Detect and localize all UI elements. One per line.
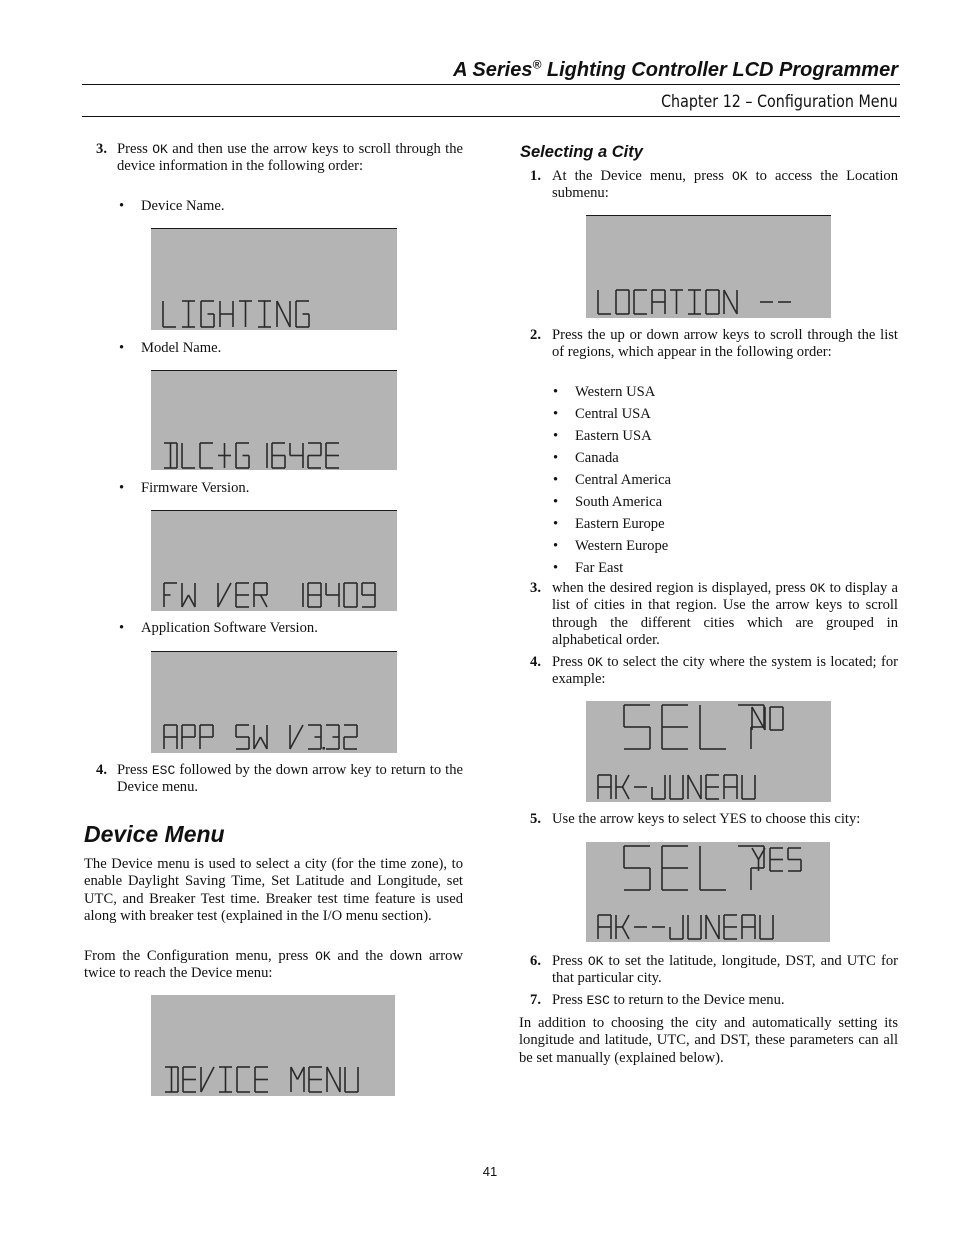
lcd-glyph bbox=[236, 725, 249, 749]
lcd-glyph bbox=[652, 290, 665, 314]
city-step-4-text: Press OK to select the city where the system is located; for example: bbox=[552, 654, 898, 688]
header-rule-top bbox=[82, 84, 900, 85]
lcd-glyph bbox=[344, 583, 357, 607]
lcd-glyph bbox=[700, 846, 726, 890]
lcd-glyph bbox=[272, 443, 285, 468]
lcd-glyph bbox=[688, 290, 701, 314]
lcd-glyph bbox=[760, 915, 773, 939]
step-3-text: Press OK and then use the arrow keys to scroll through the device information in the following order: bbox=[117, 141, 464, 175]
city-closing-paragraph: In addition to choosing the city and automatically setting its longitude and latitude, UTC, and DST, these parameters can all be set manually (explained below). bbox=[519, 1015, 898, 1066]
city-step-1-text: At the Device menu, press OK to access the Location submenu: bbox=[552, 168, 898, 202]
lcd-glyph bbox=[326, 725, 339, 749]
lcd-glyph bbox=[634, 290, 647, 314]
lcd-glyph bbox=[688, 915, 701, 939]
lcd-glyph bbox=[163, 301, 176, 327]
lcd-glyph bbox=[326, 583, 339, 607]
bullet-device-name: • Device Name. bbox=[119, 198, 225, 214]
lcd-glyph bbox=[670, 775, 683, 799]
bullet-model-name: • Model Name. bbox=[119, 340, 222, 356]
lcd-glyph bbox=[254, 725, 267, 749]
city-step-3-text: when the desired region is displayed, press OK to display a list of cities in that region. Use the arrow keys to scroll through the different cities which are grouped in alphabetical order. bbox=[552, 580, 898, 649]
lcd-glyph bbox=[326, 443, 339, 468]
lcd-glyph bbox=[164, 443, 177, 468]
step-number: 1. bbox=[530, 168, 541, 184]
lcd-model-name bbox=[151, 370, 397, 470]
subsection-title-selecting-a-city: Selecting a City bbox=[520, 143, 643, 161]
lcd-glyph bbox=[706, 915, 719, 939]
bullet-application-software-version: • Application Software Version. bbox=[119, 620, 318, 636]
lcd-glyph bbox=[165, 1067, 178, 1092]
section-title-device-menu: Device Menu bbox=[84, 821, 225, 847]
step-number: 6. bbox=[530, 953, 541, 969]
lcd-glyph bbox=[700, 705, 726, 749]
lcd-glyph bbox=[309, 1067, 322, 1092]
step-number: 4. bbox=[96, 762, 107, 778]
lcd-glyph bbox=[616, 775, 629, 799]
list-item: • Canada bbox=[553, 450, 619, 466]
lcd-glyph bbox=[290, 443, 303, 468]
step-4-text: Press ESC followed by the down arrow key to return to the Device menu. bbox=[117, 762, 463, 796]
lcd-glyph bbox=[706, 775, 719, 799]
step-number: 2. bbox=[530, 327, 541, 343]
lcd-glyph bbox=[182, 725, 195, 749]
lcd-glyph bbox=[290, 725, 303, 749]
lcd-select-no bbox=[586, 701, 831, 802]
device-menu-instruction: From the Configuration menu, press OK and the down arrow twice to reach the Device menu: bbox=[84, 948, 463, 982]
lcd-glyph bbox=[738, 846, 764, 890]
lcd-glyph bbox=[616, 915, 629, 939]
lcd-select-yes bbox=[586, 842, 830, 942]
step-number: 3. bbox=[530, 580, 541, 596]
lcd-device-menu bbox=[151, 995, 395, 1096]
lcd-glyph bbox=[652, 775, 665, 799]
list-item: • Far East bbox=[553, 560, 624, 576]
lcd-glyph bbox=[688, 775, 701, 799]
lcd-glyph bbox=[624, 705, 650, 749]
lcd-glyph bbox=[258, 301, 271, 327]
lcd-glyph bbox=[742, 915, 755, 939]
list-item: • Western Europe bbox=[553, 538, 669, 554]
lcd-glyph bbox=[164, 583, 177, 607]
lcd-lighting bbox=[151, 228, 397, 330]
lcd-glyph bbox=[218, 583, 231, 607]
lcd-glyph bbox=[182, 301, 195, 327]
lcd-glyph bbox=[770, 848, 783, 871]
lcd-glyph bbox=[598, 290, 611, 314]
page-number: 41 bbox=[482, 1164, 498, 1179]
list-item: • Western USA bbox=[553, 384, 656, 400]
bullet-firmware-version: • Firmware Version. bbox=[119, 480, 250, 496]
lcd-glyph bbox=[239, 301, 252, 327]
running-header-title: A Series® Lighting Controller LCD Programmer bbox=[453, 57, 898, 81]
header-rule-bottom bbox=[82, 116, 900, 117]
lcd-glyph bbox=[296, 301, 309, 327]
lcd-glyph bbox=[362, 583, 375, 607]
lcd-glyph bbox=[254, 583, 267, 607]
lcd-glyph bbox=[308, 583, 321, 607]
lcd-glyph bbox=[237, 1067, 250, 1092]
lcd-glyph bbox=[598, 915, 611, 939]
lcd-glyph bbox=[724, 915, 737, 939]
lcd-glyph bbox=[738, 705, 764, 749]
lcd-glyph bbox=[201, 301, 214, 327]
lcd-glyph bbox=[308, 443, 321, 468]
lcd-glyph bbox=[662, 705, 688, 749]
lcd-location bbox=[586, 215, 831, 318]
lcd-glyph bbox=[706, 290, 719, 314]
list-item: • Eastern USA bbox=[553, 428, 652, 444]
lcd-glyph bbox=[616, 290, 629, 314]
region-list bbox=[553, 384, 671, 582]
lcd-glyph bbox=[670, 290, 683, 314]
lcd-glyph bbox=[219, 1067, 232, 1092]
chapter-subtitle: Chapter 12 – Configuration Menu bbox=[661, 92, 898, 112]
lcd-glyph bbox=[662, 846, 688, 890]
lcd-glyph bbox=[255, 1067, 268, 1092]
lcd-glyph bbox=[291, 1067, 304, 1092]
city-step-2-text: Press the up or down arrow keys to scroll through the list of regions, which appear in the following order: bbox=[552, 327, 898, 361]
step-number: 5. bbox=[530, 811, 541, 827]
lcd-glyph bbox=[327, 1067, 340, 1092]
lcd-glyph bbox=[344, 725, 357, 749]
lcd-glyph bbox=[742, 775, 755, 799]
step-number: 3. bbox=[96, 141, 107, 157]
list-item: • Eastern Europe bbox=[553, 516, 665, 532]
lcd-glyph bbox=[183, 1067, 196, 1092]
list-item: • Central USA bbox=[553, 406, 651, 422]
city-step-6-text: Press OK to set the latitude, longitude, DST, and UTC for that particular city. bbox=[552, 953, 898, 987]
lcd-glyph bbox=[598, 775, 611, 799]
lcd-app-software-version bbox=[151, 651, 397, 753]
lcd-glyph bbox=[218, 443, 231, 468]
step-number: 7. bbox=[530, 992, 541, 1008]
step-number: 4. bbox=[530, 654, 541, 670]
lcd-glyph bbox=[277, 301, 290, 327]
list-item: • South America bbox=[553, 494, 663, 510]
list-item: • Central America bbox=[553, 472, 672, 488]
lcd-firmware-version bbox=[151, 510, 397, 611]
lcd-glyph bbox=[624, 846, 650, 890]
city-step-5-text: Use the arrow keys to select YES to choose this city: bbox=[552, 811, 861, 827]
lcd-glyph bbox=[724, 290, 737, 314]
lcd-glyph bbox=[164, 725, 177, 749]
lcd-glyph bbox=[670, 915, 683, 939]
lcd-glyph bbox=[345, 1067, 358, 1092]
lcd-glyph bbox=[788, 848, 801, 871]
city-step-7-text: Press ESC to return to the Device menu. bbox=[552, 992, 785, 1008]
lcd-glyph bbox=[308, 725, 321, 749]
lcd-glyph bbox=[770, 707, 783, 730]
lcd-glyph bbox=[200, 725, 213, 749]
lcd-glyph bbox=[236, 443, 249, 468]
lcd-glyph bbox=[236, 583, 249, 607]
lcd-glyph bbox=[200, 443, 213, 468]
lcd-glyph bbox=[182, 583, 195, 607]
device-menu-paragraph: The Device menu is used to select a city (for the time zone), to enable Daylight Saving Time, Set Latitude and Longitude, set UTC, and Breaker Test time. Breaker test time feature is used along with breaker test (explained in the I/O menu section). bbox=[84, 856, 463, 925]
lcd-glyph bbox=[220, 301, 233, 327]
lcd-glyph bbox=[182, 443, 195, 468]
lcd-glyph bbox=[724, 775, 737, 799]
lcd-glyph bbox=[201, 1067, 214, 1092]
